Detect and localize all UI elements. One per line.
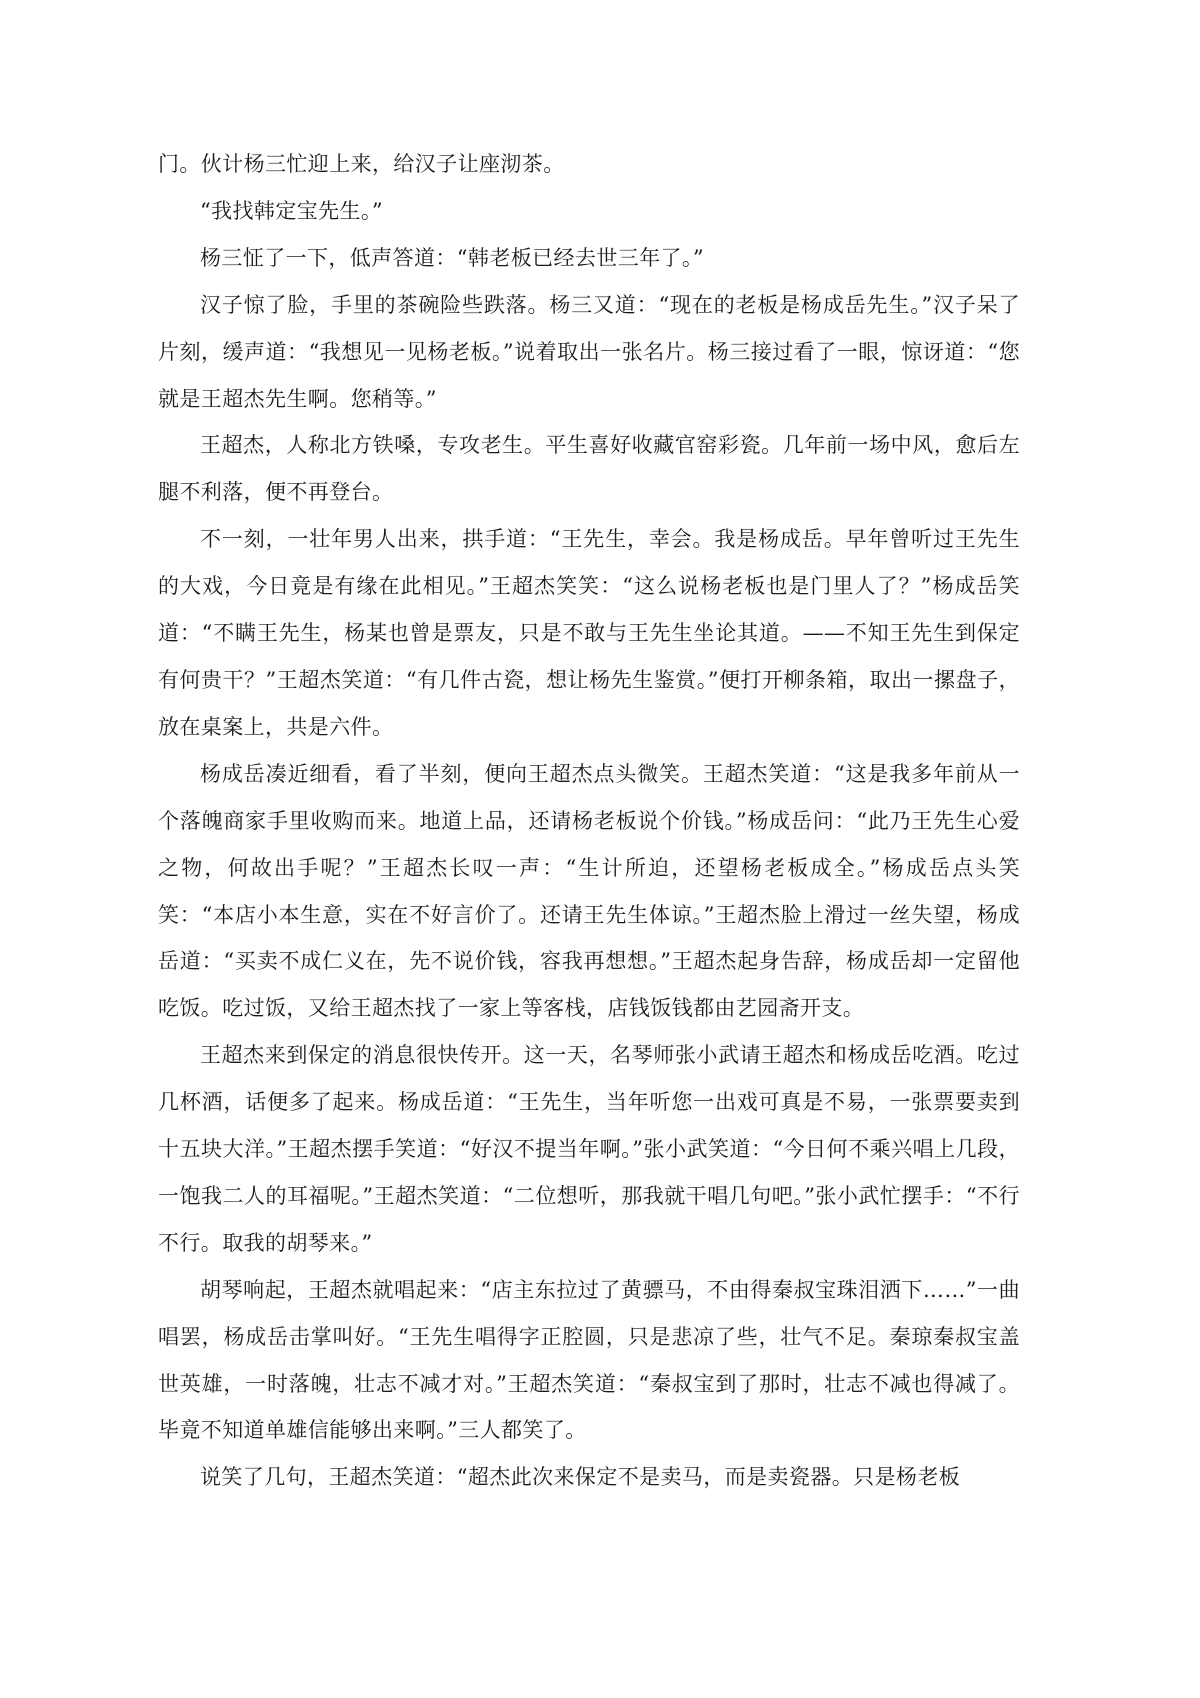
story-text (158, 141, 1020, 1501)
paragraph: 不一刻，一壮年男人出来，拱手道：“王先生，幸会。我是杨成岳。早年曾听过王先生的大戏，今日竟是有缘在此相见。”王超杰笑笑：“这么说杨老板也是门里人了？”杨成岳笑道：“不瞒王先生，杨某也曾是票友，只是不敢与王先生坐论其道。——不知王先生到保定有何贵干？”王超杰笑道：“有几件古瓷，想让杨先生鉴赏。”便打开柳条箱，取出一摞盘子，放在桌案上，共是六件。 (158, 527, 1020, 739)
paragraph: 杨成岳凑近细看，看了半刻，便向王超杰点头微笑。王超杰笑道：“这是我多年前从一个落魄商家手里收购而来。地道上品，还请杨老板说个价钱。”杨成岳问：“此乃王先生心爱之物，何故出手呢？”王超杰长叹一声：“生计所迫，还望杨老板成全。”杨成岳点头笑笑：“本店小本生意，实在不好言价了。还请王先生体谅。”王超杰脸上滑过一丝失望，杨成岳道：“买卖不成仁义在，先不说价钱，容我再想想。”王超杰起身告辞，杨成岳却一定留他吃饭。吃过饭，又给王超杰找了一家上等客栈，店钱饭钱都由艺园斋开支。 (158, 761, 1020, 1021)
paragraph: 杨三怔了一下，低声答道：“韩老板已经去世三年了。” (200, 245, 704, 270)
paragraph: “我找韩定宝先生。” (200, 198, 383, 223)
paragraph: 汉子惊了脸，手里的茶碗险些跌落。杨三又道：“现在的老板是杨成岳先生。”汉子呆了片刻，缓声道：“我想见一见杨老板。”说着取出一张名片。杨三接过看了一眼，惊讶道：“您就是王超杰先生啊。您稍等。” (158, 292, 1020, 411)
paragraph: 王超杰来到保定的消息很快传开。这一天，名琴师张小武请王超杰和杨成岳吃酒。吃过几杯酒，话便多了起来。杨成岳道：“王先生，当年听您一出戏可真是不易，一张票要卖到十五块大洋。”王超杰摆手笑道：“好汉不提当年啊。”张小武笑道：“今日何不乘兴唱上几段，一饱我二人的耳福呢。”王超杰笑道：“二位想听，那我就干唱几句吧。”张小武忙摆手：“不行不行。取我的胡琴来。” (158, 1043, 1020, 1255)
paragraph: 王超杰，人称北方铁嗓，专攻老生。平生喜好收藏官窑彩瓷。几年前一场中风，愈后左腿不利落，便不再登台。 (158, 433, 1020, 505)
paragraph: 胡琴响起，王超杰就唱起来：“店主东拉过了黄骠马，不由得秦叔宝珠泪洒下……”一曲唱罢，杨成岳击掌叫好。“王先生唱得字正腔圆，只是悲凉了些，壮气不足。秦琼秦叔宝盖世英雄，一时落魄，壮志不减才对。”王超杰笑道：“秦叔宝到了那时，壮志不减也得减了。毕竟不知道单雄信能够出来啊。”三人都笑了。 (158, 1277, 1020, 1443)
paragraph: 说笑了几句，王超杰笑道：“超杰此次来保定不是卖马，而是卖瓷器。只是杨老板 (200, 1465, 961, 1490)
paragraph: 门。伙计杨三忙迎上来，给汉子让座沏茶。 (158, 152, 565, 176)
